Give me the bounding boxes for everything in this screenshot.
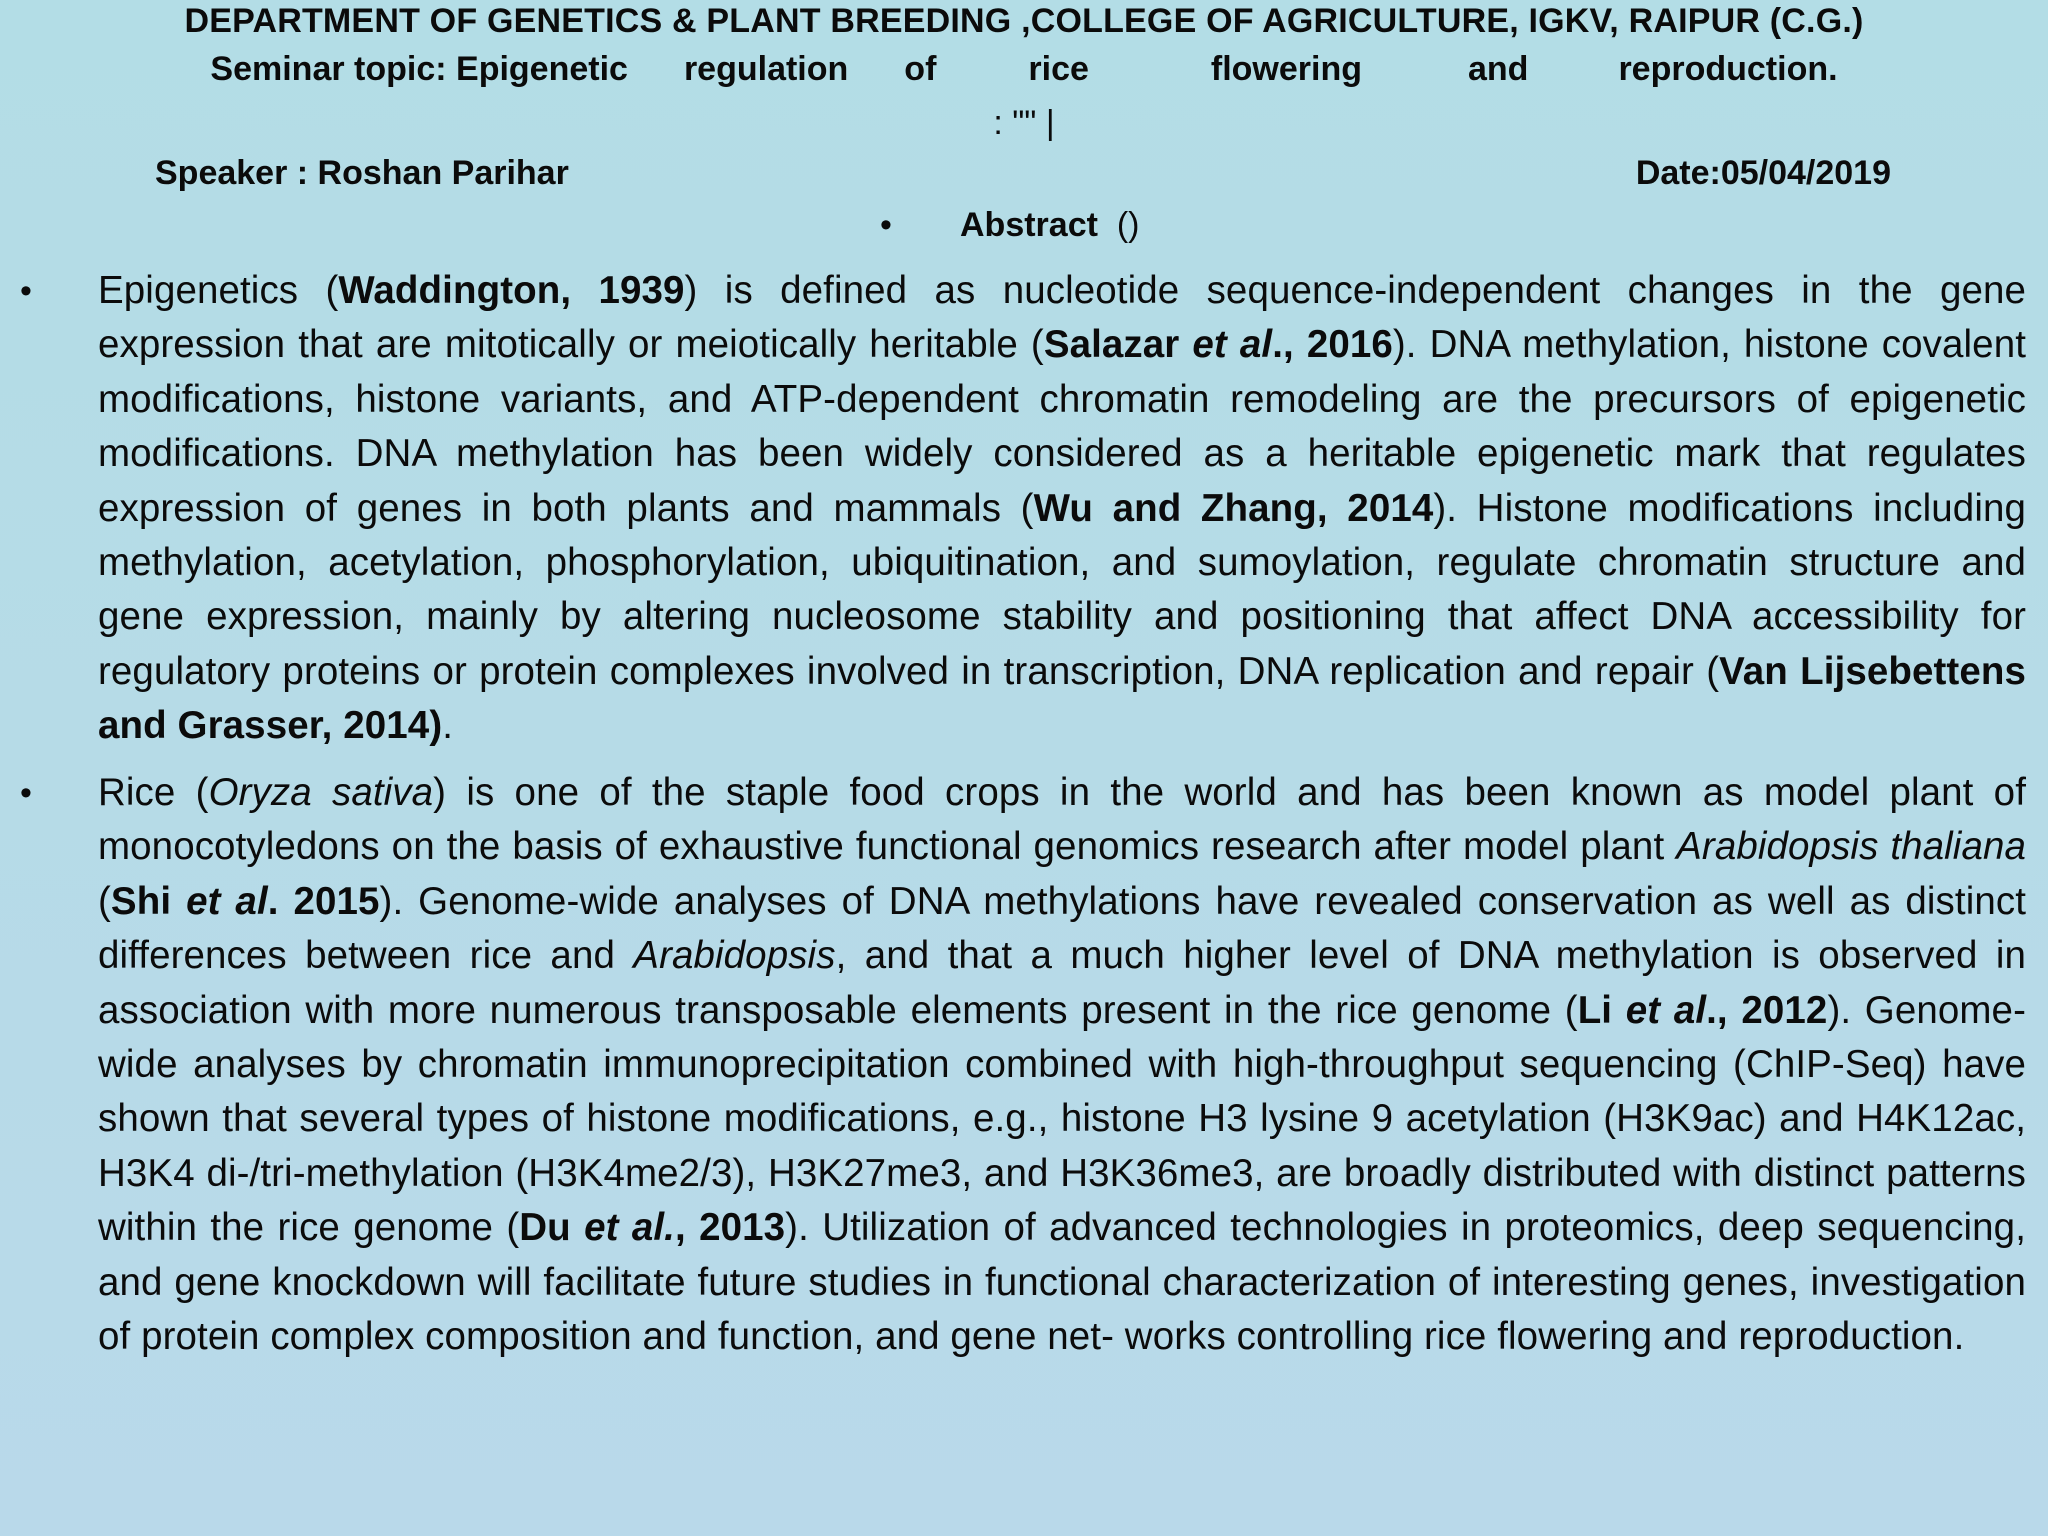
abstract-paragraph-2 (20, 766, 2027, 1364)
abstract-paragraph-1 (20, 264, 2027, 754)
paragraph-segment: Li (1577, 988, 1626, 1032)
paragraph-segment: Shi (110, 879, 187, 923)
paragraph-segment: Waddington, 1939 (338, 269, 685, 312)
paragraph-bullet: • (20, 272, 33, 310)
paragraph-segment: et al. (584, 1206, 675, 1250)
department-title: DEPARTMENT OF GENETICS & PLANT BREEDING ,COLLEGE OF AGRICULTURE, IGKV, RAIPUR (C.G.) (184, 2, 1864, 40)
seminar-topic-prefix: Seminar topic: Epigenetic (210, 50, 628, 88)
date-label: Date:05/04/2019 (1635, 154, 1891, 192)
paragraph-segment: Oryza sativa (208, 771, 434, 814)
paragraph-segment: Wu and Zhang, 2014 (1033, 486, 1434, 530)
paragraph-text (98, 269, 2026, 747)
paragraph-segment: ., 2012 (1706, 988, 1828, 1032)
abstract-heading-paren: () (1116, 206, 1140, 244)
seminar-word-and: and (1468, 50, 1529, 88)
seminar-word-reproduction: reproduction. (1618, 50, 1838, 88)
paragraph-segment: Rice ( (98, 771, 209, 814)
paragraph-bullet: • (20, 774, 33, 812)
speaker-label: Speaker : Roshan Parihar (155, 154, 569, 192)
paragraph-segment: ). Genome-wide analyses by chromatin immunoprecipitation combined with high-throughput sequencing (ChIP-Seq) have shown that several types of histone modifications, e.g., histone H3 lysine 9 acetylation (H3K9ac) and H4K12ac, H3K4 di-/tri-methylation (H3K4me2/3), H3K27me3, and H3K36me3, are broadly distributed with distinct patterns within the rice genome ( (98, 988, 2026, 1250)
paragraph-segment: ( (98, 879, 111, 923)
paragraph-segment: . (442, 704, 454, 748)
paragraph-segment: et al (186, 879, 268, 923)
paragraph-segment: et al (1625, 988, 1707, 1032)
paragraph-segment: ). Histone modifications including methylation, acetylation, phosphorylation, ubiquitination, and sumoylation, regulate chromatin structure and gene expression, mainly by altering nucleosome stability and positioning that affect DNA accessibility for regulatory proteins or protein complexes involved in transcription, DNA replication and repair ( (98, 486, 2026, 693)
paragraph-segment: , and that a much higher level of DNA methylation is observed in association with more numerous transposable elements present in the rice genome ( (98, 934, 2026, 1032)
seminar-word-rice: rice (1028, 50, 1089, 88)
seminar-word-regulation: regulation (683, 50, 849, 88)
paragraph-segment: Epigenetics ( (98, 269, 339, 312)
paragraph-segment: ., 2016 (1272, 323, 1393, 367)
paragraph-segment: , 2013 (674, 1206, 786, 1250)
seminar-topic (0, 50, 2048, 89)
paragraph-segment: Van Lijsebettens and Grasser, 2014) (98, 649, 2026, 748)
paragraph-segment: Du (519, 1206, 585, 1250)
paragraph-segment: ). DNA methylation, histone covalent modifications, histone variants, and ATP-dependent chromatin remodeling are the precursors of epigenetic modifications. DNA methylation has been widely considered as a heritable epigenetic mark that regulates expression of genes in both plants and mammals ( (98, 323, 2027, 530)
paragraph-segment: ) is one of the staple food crops in the world and has been known as model plant of monocotyledons on the basis of exhaustive functional genomics research after model plant (98, 771, 2026, 869)
paragraph-segment: et al (1192, 323, 1273, 367)
abstract-heading: Abstract (960, 206, 1098, 244)
seminar-word-flowering: flowering (1210, 50, 1362, 88)
abstract-heading-row (880, 206, 1140, 245)
paragraph-segment: ). Genome-wide analyses of DNA methylations have revealed conservation as well as distinct differences between rice and (98, 879, 2027, 978)
paragraph-text (98, 771, 2026, 1358)
paragraph-segment: Salazar (1043, 323, 1193, 367)
abstract-bullet: • (880, 206, 892, 244)
paragraph-segment: ) is defined as nucleotide sequence-independent changes in the gene expression that are mitotically or meiotically heritable ( (98, 269, 2026, 367)
paragraph-segment: Arabidopsis (633, 934, 836, 978)
seminar-word-of: of (904, 50, 937, 88)
title-marker: : "" | (993, 104, 1055, 142)
paragraph-segment: Arabidopsis thaliana (1676, 825, 2026, 869)
paragraph-segment: ). Utilization of advanced technologies in proteomics, deep sequencing, and gene knockdown will facilitate future studies in functional characterization of interesting genes, investigation of protein complex composition and function, and gene net- works controlling rice flowering and reproduction. (98, 1206, 2026, 1359)
paragraph-segment: . 2015 (267, 879, 380, 923)
